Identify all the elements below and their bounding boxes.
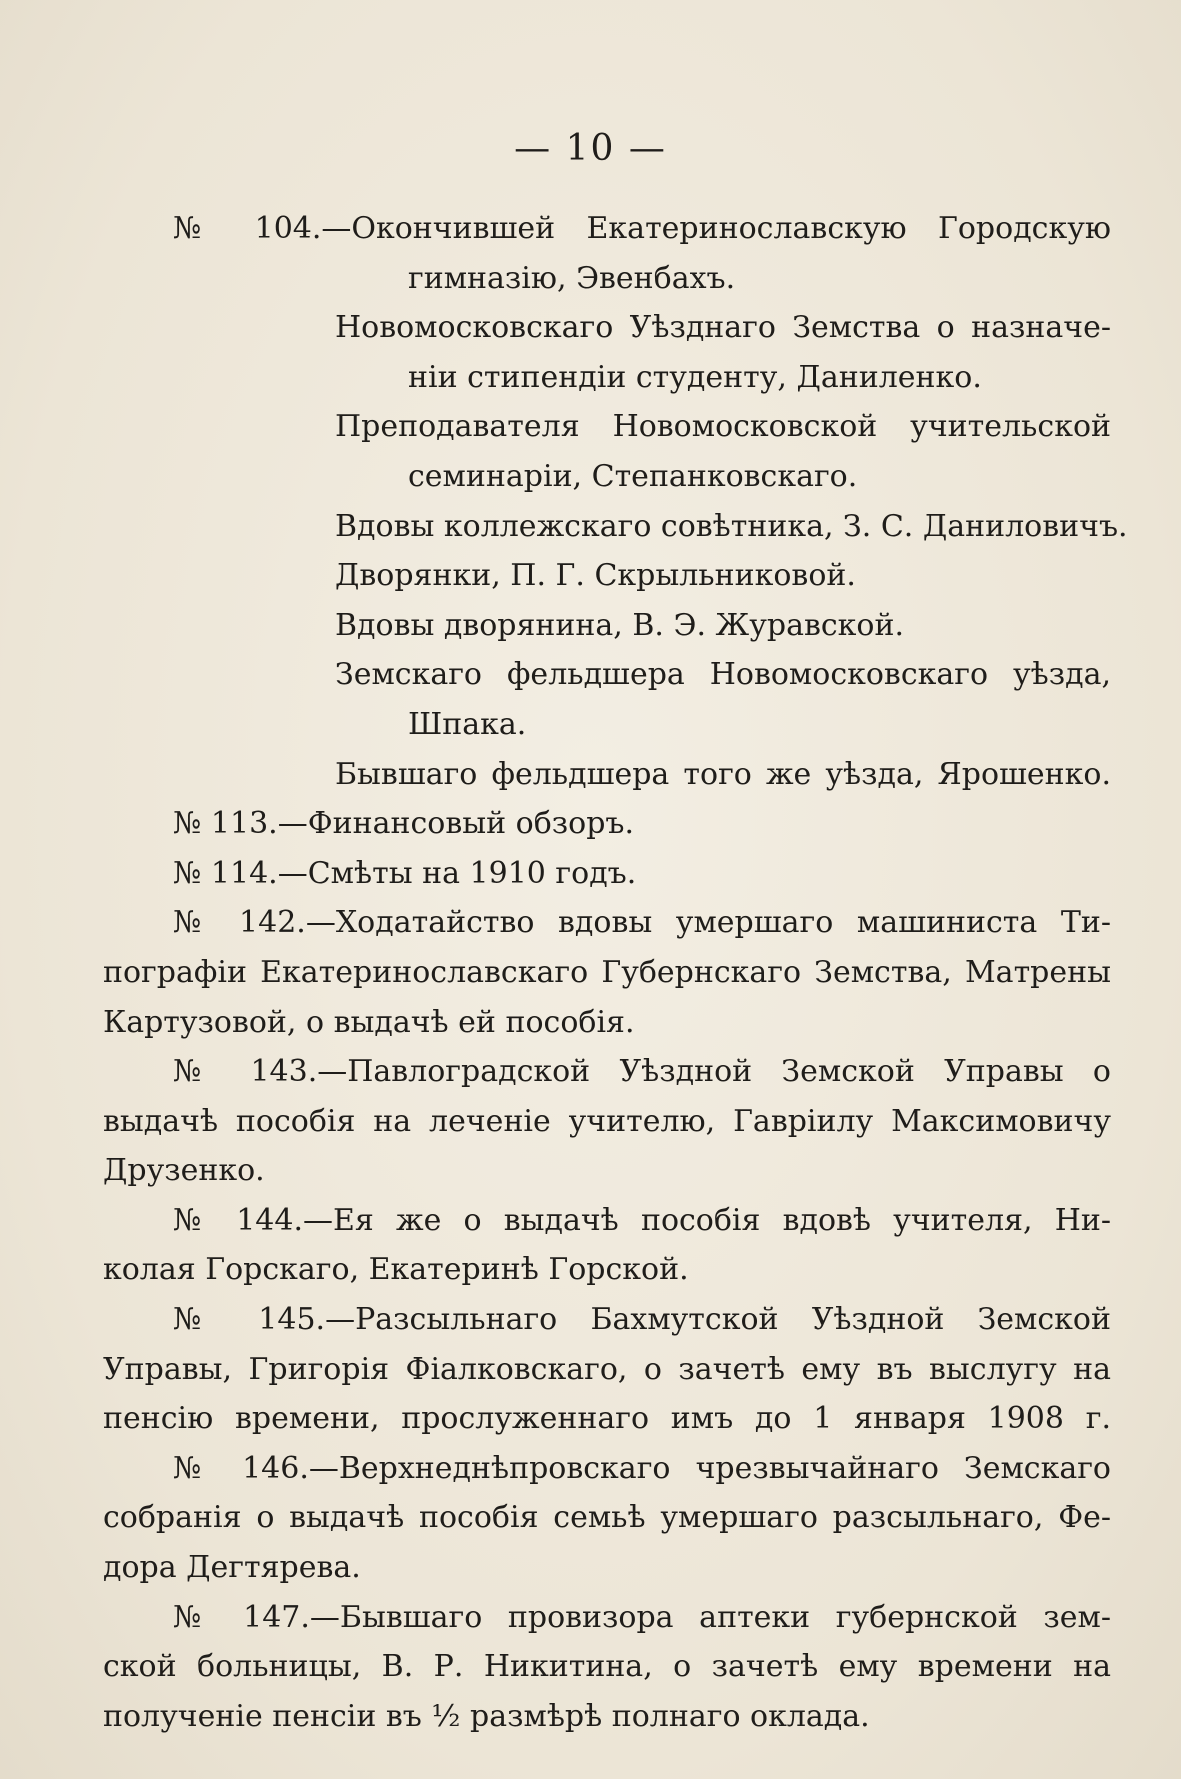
entry-147-line: № 147.—Бывшаго провизора аптеки губернской зем- bbox=[173, 1599, 1111, 1635]
entry-145-line: пенсію времени, прослуженнаго имъ до 1 января 1908 г. bbox=[103, 1401, 1111, 1437]
page-number: — 10 — bbox=[514, 128, 667, 169]
entry-104-line: ніи стипендіи студенту, Даниленко. bbox=[408, 359, 982, 395]
entry-104-line: Вдовы дворянина, В. Э. Журавской. bbox=[335, 607, 905, 643]
entry-104-line: Новомосковскаго Уѣзднаго Земства о назначе- bbox=[335, 310, 1111, 346]
entry-104-line: № 104.—Окончившей Екатеринославскую Городскую bbox=[173, 211, 1111, 246]
entry-104-line: семинаріи, Степанковскаго. bbox=[408, 458, 858, 494]
entry-143-line: Друзенко. bbox=[103, 1153, 265, 1189]
entry-142-line: № 142.—Ходатайство вдовы умершаго машиниста Ти- bbox=[173, 905, 1111, 941]
entry-113: № 113.—Финансовый обзоръ. bbox=[173, 806, 635, 842]
entry-143-line: № 143.—Павлоградской Уѣздной Земской Управы о bbox=[173, 1054, 1111, 1090]
entry-104-line: Бывшаго фельдшера того же уѣзда, Ярошенко. bbox=[335, 756, 1111, 792]
entry-144-line: колая Горскаго, Екатеринѣ Горской. bbox=[103, 1252, 689, 1288]
entry-145-line: Управы, Григорія Фіалковскаго, о зачетѣ ему въ выслугу на bbox=[103, 1351, 1111, 1387]
entry-104-line: гимназію, Эвенбахъ. bbox=[408, 260, 736, 296]
entry-146-line: собранія о выдачѣ пособія семьѣ умершаго разсыльнаго, Фе- bbox=[103, 1500, 1111, 1536]
entry-104-line: Земскаго фельдшера Новомосковскаго уѣзда, bbox=[335, 657, 1111, 693]
document-body bbox=[103, 204, 1128, 1741]
entry-114: № 114.—Смѣты на 1910 годъ. bbox=[173, 855, 637, 891]
entry-104-line: Шпака. bbox=[408, 706, 527, 742]
entry-146-line: дора Дегтярева. bbox=[103, 1550, 361, 1586]
entry-104-line: Вдовы коллежскаго совѣтника, З. С. Даниловичъ. bbox=[335, 508, 1128, 544]
entry-145-line: № 145.—Разсыльнаго Бахмутской Уѣздной Земской bbox=[173, 1302, 1111, 1338]
entry-143-line: выдачѣ пособія на леченіе учителю, Гавріилу Максимовичу bbox=[103, 1103, 1111, 1139]
entry-146-line: № 146.—Верхнеднѣпровскаго чрезвычайнаго Земскаго bbox=[173, 1450, 1111, 1486]
entry-142-line: пографіи Екатеринославскаго Губернскаго Земства, Матрены bbox=[103, 954, 1111, 990]
entry-144-line: № 144.—Ея же о выдачѣ пособія вдовѣ учителя, Ни- bbox=[173, 1202, 1111, 1238]
entry-147-line: ской больницы, В. Р. Никитина, о зачетѣ ему времени на bbox=[103, 1649, 1111, 1685]
entry-142-line: Картузовой, о выдачѣ ей пособія. bbox=[103, 1004, 635, 1040]
entry-104-line: Преподавателя Новомосковской учительской bbox=[335, 409, 1111, 445]
entry-104-line: Дворянки, П. Г. Скрыльниковой. bbox=[335, 558, 856, 594]
entry-147-line: полученіе пенсіи въ ½ размѣрѣ полнаго оклада. bbox=[103, 1698, 870, 1734]
